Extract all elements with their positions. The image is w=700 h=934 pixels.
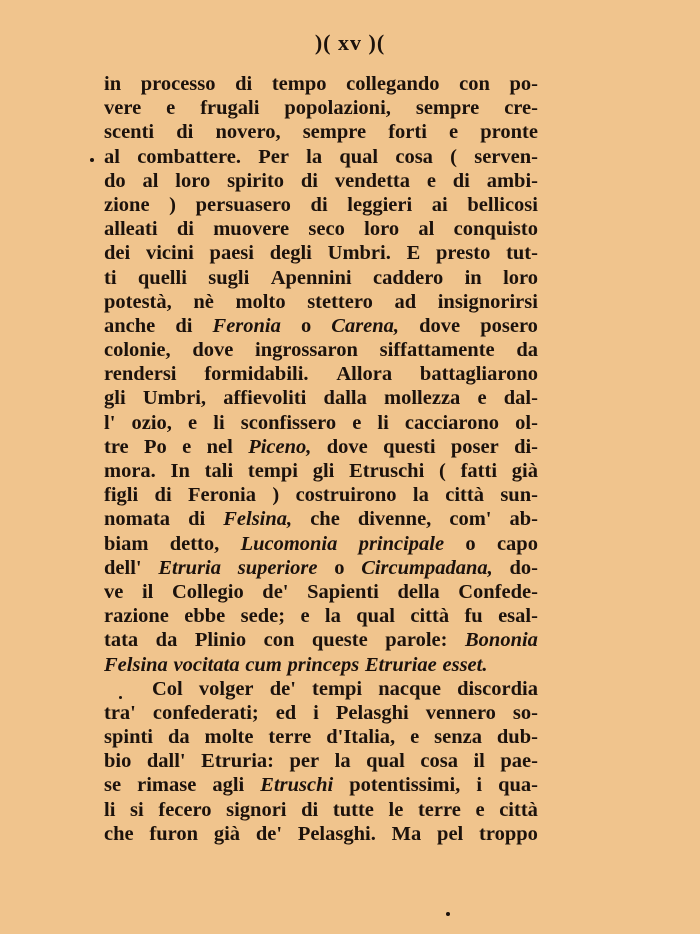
word: sun- (500, 484, 538, 507)
word: vennero (425, 701, 496, 724)
word: qual (366, 750, 405, 773)
word: Col (152, 677, 183, 700)
word: ti (104, 266, 117, 289)
word: popolazioni, (284, 97, 391, 120)
word: e (166, 97, 176, 120)
word: molte (204, 726, 254, 749)
word: de' (262, 580, 289, 603)
word: Apennini (270, 266, 352, 289)
word: mora. (104, 460, 156, 482)
word: esal- (498, 605, 538, 628)
word: sugli (208, 266, 250, 289)
word: figli (104, 484, 139, 507)
word: Etruriae (364, 653, 437, 676)
word: o (465, 532, 476, 555)
word: fu (464, 605, 483, 628)
word: ad (394, 290, 417, 313)
word: Circumpadana, (361, 556, 493, 579)
word: di (235, 73, 253, 95)
word: pel (437, 822, 464, 845)
text-line (104, 580, 538, 604)
word: terre (417, 798, 461, 821)
text-line (104, 362, 538, 386)
word: le (388, 798, 404, 821)
word: colonie, (104, 339, 171, 362)
text-line (104, 217, 538, 241)
word: i (313, 701, 319, 724)
word: già (213, 822, 241, 845)
word: agli (212, 774, 245, 797)
word: parole: (385, 629, 448, 652)
word: ozio, (131, 411, 172, 434)
word: Confede- (458, 580, 538, 603)
word: il (473, 750, 485, 773)
word: de' (269, 677, 296, 700)
word: vere (104, 97, 142, 120)
word: ol- (515, 411, 538, 434)
text-line (104, 411, 538, 435)
word: rimase (137, 774, 197, 797)
word: già (511, 460, 538, 482)
word: leggieri (347, 193, 413, 216)
word: loro (503, 266, 538, 289)
word: nacque (378, 677, 441, 700)
word: terre (268, 726, 312, 749)
word: di (300, 169, 318, 192)
word: la (324, 605, 341, 628)
word: Felsina, (223, 508, 293, 531)
word: vendetta (334, 169, 410, 192)
word: per (289, 750, 320, 773)
word: caddero (372, 266, 444, 289)
word: e (182, 435, 192, 458)
word: tut- (506, 242, 538, 265)
word: che (310, 508, 340, 531)
word: collegando (346, 73, 440, 95)
word: do- (509, 556, 538, 579)
word: qua- (498, 774, 538, 797)
word: con (263, 629, 295, 652)
word: tre (104, 435, 129, 458)
word: loro (364, 218, 400, 241)
word: cosa (395, 145, 433, 168)
word: spirito (227, 169, 285, 192)
text-line (104, 653, 538, 677)
word: capo (496, 532, 538, 555)
word: Pelasghi. (297, 822, 376, 845)
word: zione (104, 193, 150, 216)
word: sede; (240, 605, 286, 628)
word: ) (272, 484, 280, 507)
word: al (104, 145, 120, 168)
word: affievoliti (223, 387, 307, 410)
word: bio (104, 750, 132, 773)
word: cacciarono (404, 411, 500, 434)
text-line (104, 701, 538, 725)
word: superiore (237, 556, 318, 579)
text-line (104, 169, 538, 193)
word: tutte (332, 798, 374, 821)
word: Sapienti (307, 580, 379, 603)
word: vocitata (173, 653, 240, 676)
text-line (104, 677, 538, 701)
word: tali (204, 460, 234, 482)
word: da (516, 339, 538, 362)
word: la (412, 484, 429, 507)
word: i (476, 774, 483, 797)
word: con (459, 73, 490, 95)
text-line (104, 725, 538, 749)
word: tempi (247, 460, 298, 482)
text-line (104, 386, 538, 410)
word: l' (104, 411, 116, 434)
word: scenti (104, 121, 155, 144)
word: e (410, 726, 420, 749)
text-line (104, 822, 538, 846)
word: tra' (104, 701, 136, 724)
word: ab- (509, 508, 538, 531)
word: Carena, (331, 314, 400, 337)
word: Pelasghi (335, 701, 409, 724)
word: dal- (503, 387, 538, 410)
word: mollezza (384, 387, 461, 410)
text-line (104, 241, 538, 265)
word: signori (226, 798, 287, 821)
word: e (475, 798, 485, 821)
word: e (300, 605, 310, 628)
word: presto (436, 242, 491, 265)
word: li (213, 411, 225, 434)
word: questi (383, 435, 436, 458)
text-line (104, 532, 538, 556)
text-line (104, 556, 538, 580)
text-line (104, 773, 538, 797)
word: ebbe (184, 605, 226, 628)
word: alleati (104, 218, 158, 241)
word: qual (339, 145, 379, 168)
word: di (175, 314, 193, 337)
word: nomata (104, 508, 171, 531)
body-text (104, 72, 538, 846)
word: divenne, (357, 508, 432, 531)
text-line (104, 120, 538, 144)
word: loro (175, 169, 211, 192)
word: processo (140, 73, 216, 95)
word: Etruria (158, 556, 221, 579)
word: formidabili. (204, 363, 309, 386)
word: potentissimi, (349, 774, 461, 797)
word: siffattamente (379, 339, 495, 362)
word: vicini (145, 242, 194, 265)
word: in (104, 73, 122, 95)
word: dove (192, 339, 234, 362)
word: la (334, 750, 351, 773)
word: paesi (209, 242, 254, 265)
word: spinti (104, 726, 153, 749)
word: cosa (420, 750, 458, 773)
text-line (104, 338, 538, 362)
word: se (104, 774, 122, 797)
word: combattere. (137, 145, 241, 168)
word: quelli (137, 266, 187, 289)
word: In (170, 460, 190, 482)
word: ingrossaron (255, 339, 358, 362)
word: di (176, 121, 194, 144)
word: Bononia (465, 629, 538, 652)
word: poser (450, 435, 499, 458)
word: forti (388, 121, 427, 144)
word: muovere (213, 218, 290, 241)
word: degli (269, 242, 312, 265)
word: pae- (500, 750, 538, 773)
ink-speck (90, 158, 94, 162)
word: dell' (104, 556, 142, 579)
word: ed (275, 701, 297, 724)
word: tata (104, 629, 139, 652)
word: tempi (312, 677, 363, 700)
word: dove (326, 435, 368, 458)
word: si (130, 798, 144, 821)
ink-speck (119, 696, 122, 699)
word: Allora (336, 363, 393, 386)
word: po- (509, 73, 538, 95)
word: senza (434, 726, 482, 749)
word: di (301, 798, 319, 821)
word: qual (356, 605, 395, 628)
word: li (104, 798, 116, 821)
text-line (104, 507, 538, 531)
word: tempo (271, 73, 327, 95)
word: ( (450, 145, 457, 168)
text-line (104, 749, 538, 773)
word: dall' (146, 750, 186, 773)
word: dalla (323, 387, 367, 410)
word: troppo (479, 822, 538, 845)
word: potestà, (104, 290, 172, 313)
word: di (188, 508, 206, 531)
word: conquisto (453, 218, 538, 241)
word: Etruria: (201, 750, 275, 773)
word: di (176, 218, 194, 241)
word: Ma (391, 822, 422, 845)
word: la (306, 145, 323, 168)
word: so- (512, 701, 538, 724)
text-line (104, 604, 538, 628)
word: fatti (460, 460, 498, 482)
word: battagliarono (419, 363, 538, 386)
word: discordia (457, 677, 538, 700)
word: dove (419, 314, 461, 337)
word: Umbri. (327, 242, 391, 265)
word: persuasero (195, 193, 291, 216)
word: città (499, 798, 538, 821)
text-line (104, 72, 538, 96)
page-number: )( xv )( (314, 30, 386, 55)
text-line (104, 290, 538, 314)
word: molto (235, 290, 286, 313)
word: dub- (496, 726, 538, 749)
text-line (104, 193, 538, 217)
word: insignorirsi (437, 290, 538, 313)
word: nè (193, 290, 214, 313)
word: da (167, 726, 190, 749)
word: princeps (287, 653, 360, 676)
word: Umbri, (142, 387, 207, 410)
word: do (104, 169, 126, 192)
word: sconfissero (240, 411, 337, 434)
word: Felsina (104, 653, 168, 676)
word: sempre (302, 121, 367, 144)
word: ambi- (486, 169, 538, 192)
word: rendersi (104, 363, 177, 386)
word: al (418, 218, 435, 241)
text-line (104, 96, 538, 120)
word: pronte (480, 121, 538, 144)
word: E (406, 242, 421, 265)
word: Etruschi (349, 460, 425, 482)
word: biam (104, 532, 149, 555)
word: e (426, 169, 436, 192)
word: di (154, 484, 172, 507)
word: sempre (415, 97, 480, 120)
word: d'Italia, (326, 726, 396, 749)
text-line (104, 435, 538, 459)
word: fecero (158, 798, 212, 821)
word: da (155, 629, 178, 652)
word: serven- (474, 145, 538, 168)
word: e (477, 387, 487, 410)
word: volger (198, 677, 254, 700)
word: ( (439, 460, 446, 482)
word: gli (312, 460, 335, 482)
text-line (104, 266, 538, 290)
word: frugali (200, 97, 260, 120)
word: stettero (307, 290, 373, 313)
word: che (104, 822, 134, 845)
word: e (449, 121, 459, 144)
word: e (188, 411, 198, 434)
text-line (104, 459, 538, 483)
text-line (104, 798, 538, 822)
word: detto, (169, 532, 220, 555)
word: Piceno, (248, 435, 312, 458)
word: di (452, 169, 470, 192)
word: Collegio (171, 580, 244, 603)
word: o (300, 314, 312, 337)
word: ve (104, 580, 124, 603)
text-line (104, 628, 538, 652)
word: esset. (442, 653, 488, 676)
word: novero, (215, 121, 281, 144)
word: Per (258, 145, 289, 168)
word: Etruschi (260, 774, 334, 797)
word: ) (169, 193, 176, 216)
word: Feronia (212, 314, 281, 337)
word: posero (480, 314, 538, 337)
word: Feronia (188, 484, 256, 507)
word: com' (449, 508, 492, 531)
word: città (445, 484, 484, 507)
word: costruirono (295, 484, 397, 507)
word: li (377, 411, 389, 434)
text-line (104, 483, 538, 507)
ink-speck (446, 912, 450, 916)
word: gli (104, 387, 126, 410)
word: dei (104, 242, 131, 265)
word: queste (311, 629, 368, 652)
word: di- (514, 435, 538, 458)
word: furon (149, 822, 199, 845)
word: ai (431, 193, 448, 216)
word: seco (308, 218, 345, 241)
word: nel (206, 435, 233, 458)
word: anche (104, 314, 156, 337)
word: cum (245, 653, 282, 676)
word: in (464, 266, 482, 289)
word: bellicosi (467, 193, 538, 216)
word: e (352, 411, 362, 434)
word: Plinio (194, 629, 247, 652)
word: principale (358, 532, 445, 555)
text-line (104, 145, 538, 169)
word: razione (104, 605, 169, 628)
word: o (334, 556, 345, 579)
word: città (410, 605, 450, 628)
word: confederati; (152, 701, 259, 724)
word: di (310, 193, 328, 216)
word: al (142, 169, 159, 192)
word: Lucomonia (240, 532, 338, 555)
word: cre- (504, 97, 538, 120)
word: il (141, 580, 154, 603)
word: Po (144, 435, 167, 458)
text-line (104, 314, 538, 338)
word: de' (255, 822, 283, 845)
word: della (397, 580, 440, 603)
